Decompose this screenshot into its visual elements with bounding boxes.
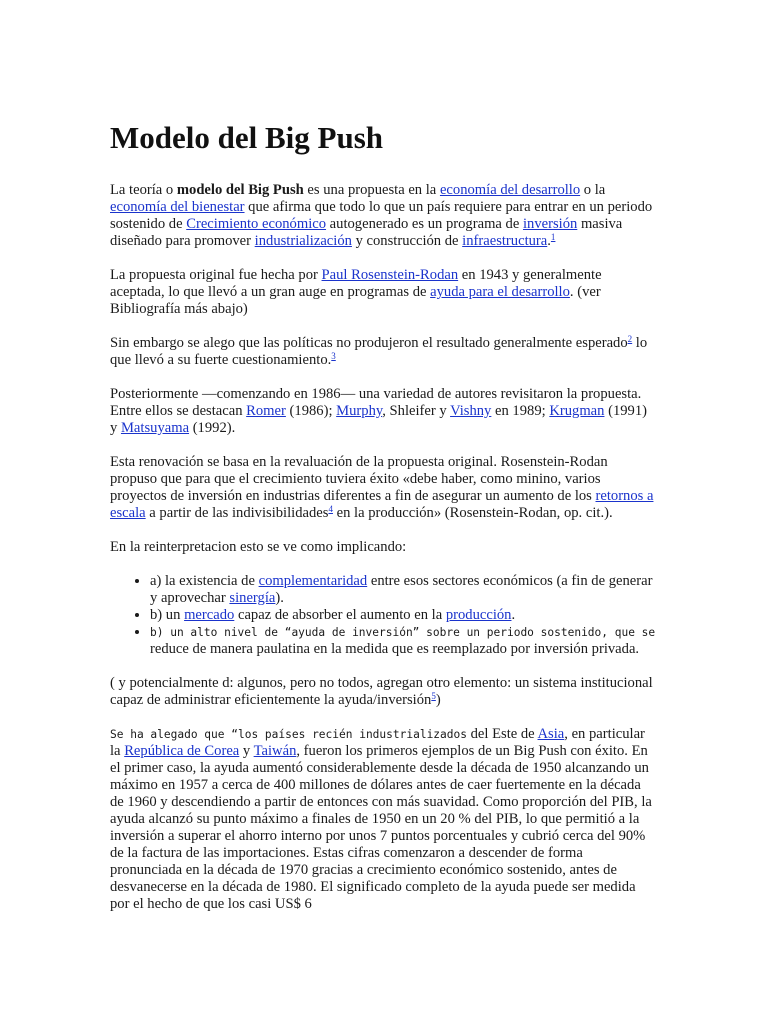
link-retornos-escala[interactable]: retornos a escala [110,488,654,521]
text: en la producción» (Rosenstein-Rodan, op. cit.). [332,505,613,521]
paragraph-criticism [110,335,656,369]
footnote-ref-5[interactable]: 5 [431,691,436,701]
text: es una propuesta en la [303,182,440,198]
link-vishny[interactable]: Vishny [450,403,492,419]
link-complementaridad[interactable]: complementaridad [258,573,368,589]
text: en 1943 y generalmente aceptada, lo que llevó a un gran auge en programas de [110,267,602,300]
footnote-ref-3[interactable]: 3 [331,351,336,361]
text: en 1989; [491,403,550,419]
link-romer[interactable]: Romer [246,403,286,419]
text: capaz de absorber el aumento en la [234,607,446,623]
text: . (ver Bibliografía más abajo) [110,284,601,317]
text: Posteriormente —comenzando en 1986— una variedad de autores revisitaron la propuesta. Entre ellos se destacan [110,386,642,419]
footnote-ref-4[interactable]: 4 [328,504,333,514]
text: (1992). [189,420,236,436]
text: . [547,233,551,249]
implications-list [110,573,656,658]
link-infraestructura[interactable]: infraestructura [462,233,548,249]
text: (1986); [285,403,337,419]
paragraph-renewal [110,454,656,522]
link-rosenstein-rodan[interactable]: Paul Rosenstein-Rodan [321,267,459,283]
link-matsuyama[interactable]: Matsuyama [120,420,190,436]
text: La propuesta original fue hecha por [110,267,322,283]
text: a) la existencia de [150,573,259,589]
paragraph-origin [110,267,656,318]
text: y [239,743,254,759]
link-mercado[interactable]: mercado [184,607,235,623]
text: y construcción de [351,233,463,249]
text: masiva diseñado para promover [110,216,623,249]
link-asia[interactable]: Asia [537,726,565,742]
text: Esta renovación se basa en la revaluación de la propuesta original. Rosenstein-Rodan propuso que para que el crecimiento tuviera éxito «debe haber, como minino, varios proyectos de inversión en industrias diferentes a fin de asegurar un aumento de los [110,454,608,504]
page-title: Modelo del Big Push [110,120,384,155]
link-produccion[interactable]: producción [445,607,512,623]
text: del Este de [466,726,538,742]
text: b) un alto nivel de “ayuda de inversión” sobre un periodo sostenido, que se [150,626,656,639]
text: entre esos sectores económicos (a fin de generar y aprovechar [150,573,653,606]
list-item [150,624,656,658]
link-crecimiento-economico[interactable]: Crecimiento económico [186,216,327,232]
paragraph-institutional [110,675,656,709]
link-industrializacion[interactable]: industrialización [254,233,352,249]
bold-term: modelo del Big Push [176,182,304,198]
text: . [511,607,516,623]
text: La teoría o [110,182,177,198]
paragraph-east-asia [110,726,656,913]
list-item [150,573,656,607]
text: , fueron los primeros ejemplos de un Big Push con éxito. En el primer caso, la ayuda aumentó considerablemente desde la década de 1950 alcanzando un máximo en 1957 a cerca de 400 millones de dólares antes de caer fuertemente en la década de 1960 y descendiendo a partir de entonces con más suavidad. Como proporción del PIB, la ayuda alcanzó su punto máximo a finales de 1950 en un 20 % del PIB, lo que permitió a la inversión a superar el ahorro interno por unos 7 puntos porcentuales y cubrió cerca del 90% de la factura de las importaciones. Estas cifras comenzaron a descender de forma pronunciada en la década de 1970 gracias a crecimiento económico sostenido, antes de desvanecerse en la década de 1980. El significado completo de la ayuda puede ser medida por el hecho de que los casi US$ 6 [110,743,652,912]
link-taiwan[interactable]: Taiwán [253,743,297,759]
text: que afirma que todo lo que un país requiere para entrar en un periodo sostenido de [110,199,653,232]
text: ( y potencialmente d: algunos, pero no todos, agregan otro elemento: un sistema institucional capaz de administrar eficientemente la ayuda/inversión [110,675,653,708]
text: (1991) y [110,403,648,436]
text: Sin embargo se alego que las políticas no produjeron el resultado generalmente esperado [110,335,628,351]
link-sinergia[interactable]: sinergía [229,590,276,606]
text: Se ha alegado que “los países recién industrializados [110,728,467,741]
list-item [150,607,656,624]
footnote-ref-2[interactable]: 2 [627,334,633,344]
link-murphy[interactable]: Murphy [336,403,383,419]
text: , Shleifer y [382,403,451,419]
link-economia-bienestar[interactable]: economía del bienestar [110,199,245,215]
link-republica-corea[interactable]: República de Corea [124,743,240,759]
text: o la [580,182,606,198]
paragraph-revisit [110,386,656,437]
text: reduce de manera paulatina en la medida que es reemplazado por inversión privada. [150,641,640,657]
link-krugman[interactable]: Krugman [549,403,605,419]
link-inversion[interactable]: inversión [522,216,578,232]
link-ayuda-desarrollo[interactable]: ayuda para el desarrollo [430,284,570,300]
text: a partir de las indivisibilidades [145,505,329,521]
text: autogenerado es un programa de [326,216,523,232]
text: , en particular la [110,726,645,759]
text: lo que llevó a su fuerte cuestionamiento. [110,335,648,368]
paragraph-intro [110,182,656,250]
footnote-ref-1[interactable]: 1 [550,232,556,242]
link-economia-desarrollo[interactable]: economía del desarrollo [439,182,581,198]
text: ) [435,692,441,708]
paragraph-reinterpretation: En la reinterpretacion esto se ve como implicando: [110,539,407,555]
text: b) un [150,607,185,623]
text: ). [275,590,284,606]
